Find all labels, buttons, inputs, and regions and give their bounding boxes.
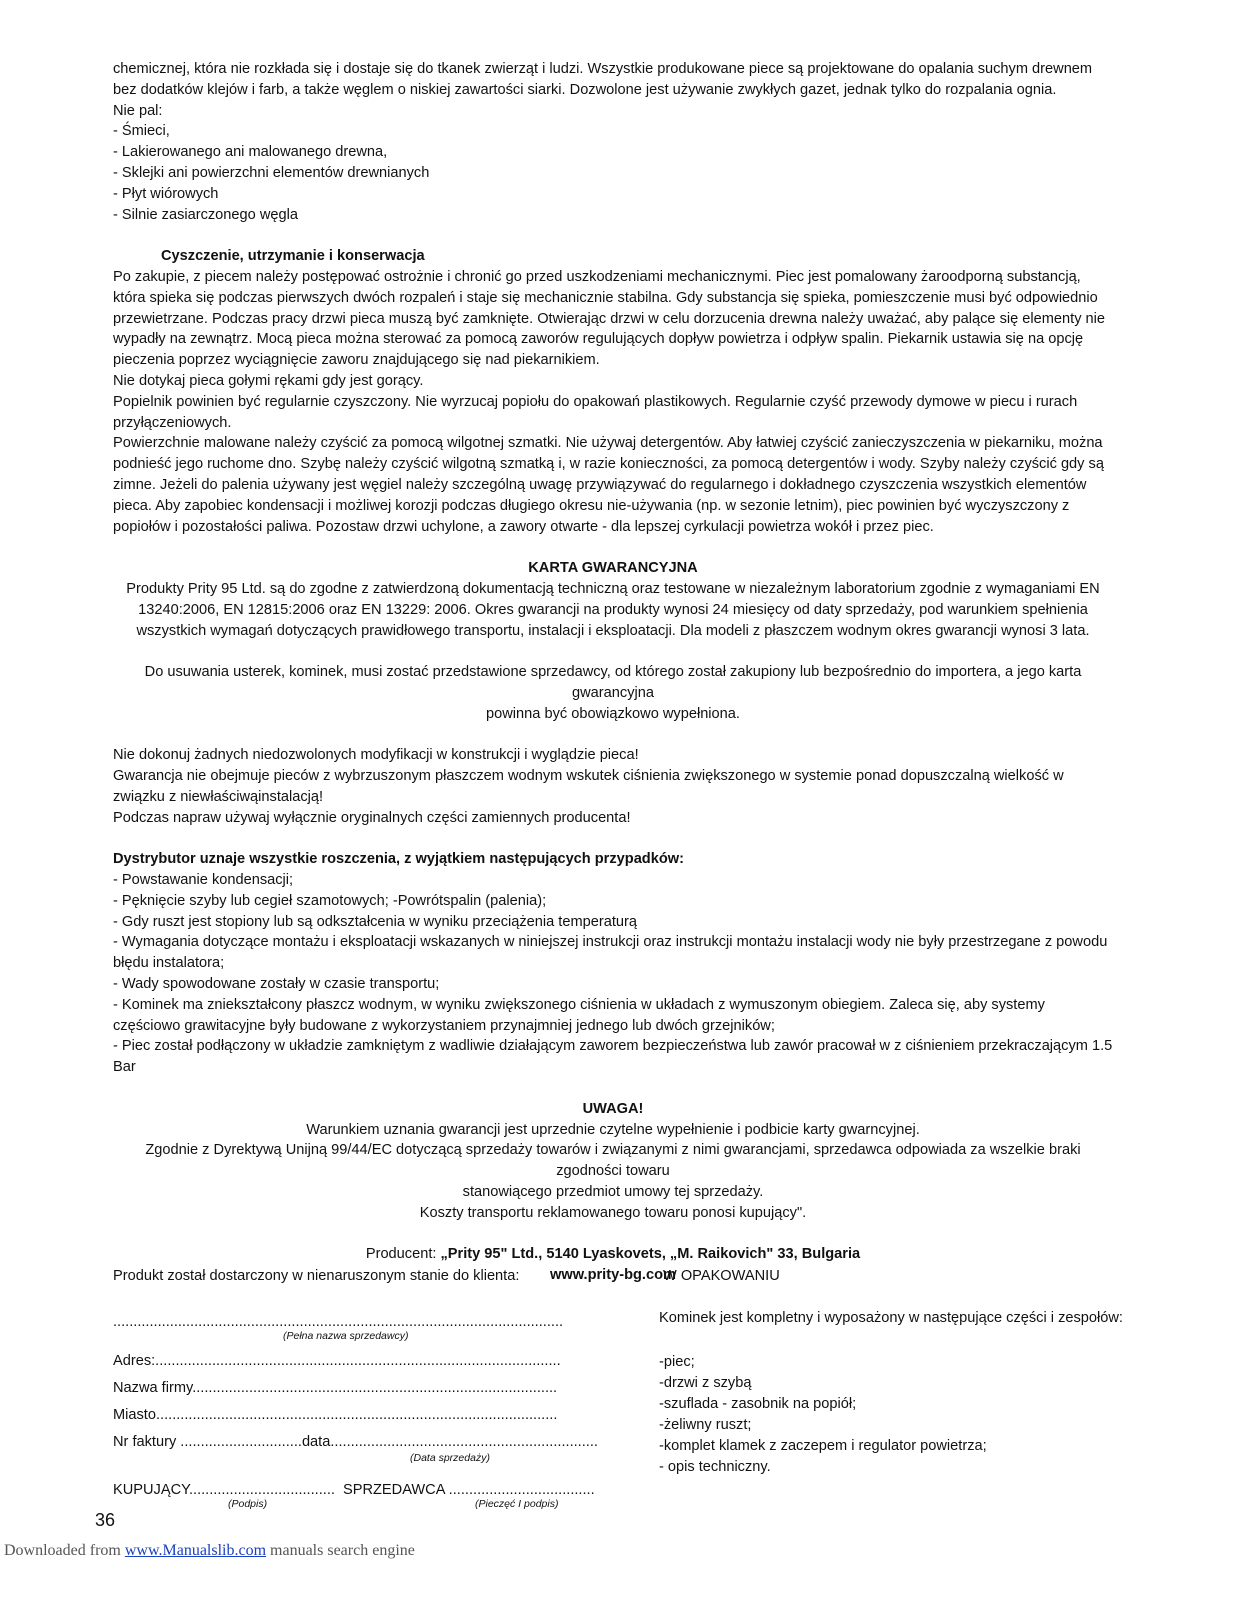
signature-caption: (Podpis) xyxy=(228,1498,268,1510)
footer-suffix: manuals search engine xyxy=(266,1542,415,1559)
list-item: -piec; xyxy=(659,1354,695,1370)
notice-line: stanowiącego przedmiot umowy tej sprzedaży. xyxy=(462,1184,764,1201)
seller-name-field[interactable]: ............................................................................................................... xyxy=(113,1314,564,1330)
city-field[interactable]: Miasto................................................................................................... xyxy=(113,1407,558,1423)
exception-item: - Gdy ruszt jest stopiony lub są odkształcenia w wyniku przeciążenia temperaturą xyxy=(113,913,637,930)
warranty-lead-line: 13240:2006, EN 12815:2006 oraz EN 13229: 2006. Okres gwarancji na produkty wynosi 24 miesięcy od daty sprzedaży, pod warunkiem spełnienia xyxy=(138,601,1088,618)
warranty-lead-line: wszystkich wymagań dotyczących prawidłowego transportu, instalacji i eksploatacji. Dla modeli z płaszczem wodnym okres gwarancji wynosi 3 lata. xyxy=(136,622,1090,639)
producer-name: „Prity 95" Ltd., 5140 Lyaskovets, „M. Raikovich" 33, Bulgaria xyxy=(440,1246,861,1263)
list-item: - Śmieci, xyxy=(113,123,170,140)
list-item: - opis techniczny. xyxy=(659,1459,771,1475)
exception-item: - Powstawanie kondensacji; xyxy=(113,872,294,889)
package-intro: Kominek jest kompletny i wyposażony w następujące części i zespołów: xyxy=(659,1310,1123,1326)
exception-item: - Piec został podłączony w układzie zamkniętym z wadliwie działającym zaworem bezpieczeństwa lub zawór pracował w z ciśnieniem przekraczającym 1.5 Bar xyxy=(113,1038,1113,1076)
date-caption: (Data sprzedaży) xyxy=(410,1452,490,1464)
warranty-note: Podczas napraw używaj wyłącznie oryginalnych części zamiennych producenta! xyxy=(113,809,631,826)
address-field[interactable]: Adres:.................................................................................................... xyxy=(113,1353,561,1369)
delivered-label: Produkt został dostarczony w nienaruszonym stanie do klienta: xyxy=(113,1268,520,1284)
seller-signature-field[interactable]: SPRZEDAWCA .................................... xyxy=(343,1482,595,1498)
list-item: -szuflada - zasobnik na popiół; xyxy=(659,1396,857,1412)
list-item: - Silnie zasiarczonego węgla xyxy=(113,206,298,223)
producer-line xyxy=(113,1244,1113,1265)
do-not-burn-label: Nie pal: xyxy=(113,102,163,119)
warranty-note: Nie dokonuj żadnych niedozwolonych modyfikacji w konstrukcji i wyglądzie pieca! xyxy=(113,747,639,764)
list-item: -żeliwny ruszt; xyxy=(659,1417,752,1433)
package-list xyxy=(659,1352,987,1478)
list-item: - Płyt wiórowych xyxy=(113,185,219,202)
exception-item: - Kominek ma zniekształcony płaszcz wodnym, w wyniku zwiększonego ciśnienia w układach z wymuszonym obiegiem. Zaleca się, aby systemy częściowo grawitacyjne były budowane z wykorzystaniem przynajmniej jednego lub dwóch grzejników; xyxy=(113,996,1045,1034)
list-item: - Lakierowanego ani malowanego drewna, xyxy=(113,144,388,161)
warranty-heading: KARTA GWARANCYJNA xyxy=(528,560,698,577)
package-heading: W OPAKOWANIU xyxy=(663,1268,780,1284)
invoice-field[interactable]: Nr faktury ..............................data.................................................................. xyxy=(113,1434,598,1450)
exception-item: - Wymagania dotyczące montażu i eksploatacji wskazanych w niniejszej instrukcji oraz instrukcji montażu instalacji wody nie były przestrzegane z powodu błędu instalatora; xyxy=(113,934,1108,972)
notice-line: Warunkiem uznania gwarancji jest uprzednie czytelne wypełnienie i podbicie karty gwarncyjnej. xyxy=(306,1121,920,1138)
producer-label: Producent: xyxy=(365,1246,441,1263)
buyer-signature-field[interactable]: KUPUJĄCY.................................... xyxy=(113,1482,335,1498)
intro-paragraph: chemicznej, która nie rozkłada się i dostaje się do tkanek zwierząt i ludzi. Wszystkie produkowane piece są projektowane do opalania suchym drewnem bez dodatków klejów i farb, a także węglem o niskiej zawartości siarki. Dozwolone jest używanie zwykłych gazet, jednak tylko do rozpalania ognia. xyxy=(113,61,1093,98)
page-number: 36 xyxy=(95,1510,116,1530)
document-body xyxy=(113,59,1113,1286)
seller-name-caption: (Pełna nazwa sprzedawcy) xyxy=(283,1330,409,1342)
warranty-note: Gwarancja nie obejmuje pieców z wybrzuszonym płaszczem wodnym wskutek ciśnienia zwiększonego w systemie ponad dopuszczalną wielkość w związku z niewłaściwąinstalacją! xyxy=(113,768,1064,805)
download-footer xyxy=(4,1542,415,1560)
exception-item: - Pęknięcie szyby lub cegieł szamotowych; -Powrótspalin (palenia); xyxy=(113,892,547,909)
cleaning-paragraph: Po zakupie, z piecem należy postępować ostrożnie i chronić go przed uszkodzeniami mechanicznymi. Piec jest pomalowany żaroodporną substancją, która spieka się podczas pierwszych dwóch rozpaleń i staje się mechanicznie stabilna. Gdy substancja się spieka, pomieszczenie musi być odpowiednio przewietrzane. Podczas pracy drzwi pieca muszą być zamknięte. Otwierając drzwi w celu dorzucenia drewna należy uważać, aby palące się elementy nie wypadły na zewnątrz. Mocą pieca można sterować za pomocą zaworów regulujących dopływ powietrza i odpływ spalin. Piekarnik ustawia się na opcję pieczenia poprzez wyciągnięcie zaworu znajdującego się nad piekarnikiem. xyxy=(113,268,1106,369)
exceptions-heading: Dystrybutor uznaje wszystkie roszczenia, z wyjątkiem następujących przypadków: xyxy=(113,851,684,868)
notice-heading: UWAGA! xyxy=(582,1100,644,1117)
manualslib-link[interactable]: www.Manualslib.com xyxy=(124,1542,267,1559)
list-item: -komplet klamek z zaczepem i regulator powietrza; xyxy=(659,1438,987,1454)
repair-line: Do usuwania usterek, kominek, musi zostać przedstawione sprzedawcy, od którego został zakupiony lub bezpośrednio do importera, a jego karta gwarancyjna xyxy=(144,664,1082,701)
notice-line: Koszty transportu reklamowanego towaru ponosi kupujący". xyxy=(419,1204,807,1221)
warranty-lead-line: Produkty Prity 95 Ltd. są do zgodne z zatwierdzoną dokumentacją techniczną oraz testowane w niezależnym laboratorium zgodnie z wymaganiami EN xyxy=(126,580,1100,597)
repair-line: powinna być obowiązkowo wypełniona. xyxy=(486,705,740,722)
footer-prefix: Downloaded from xyxy=(4,1542,125,1559)
stamp-caption: (Pieczęć I podpis) xyxy=(475,1498,559,1510)
producer-website: www.prity-bg.com xyxy=(550,1267,676,1284)
list-item: - Sklejki ani powierzchni elementów drewnianych xyxy=(113,164,430,181)
cleaning-paragraph: Powierzchnie malowane należy czyścić za pomocą wilgotnej szmatki. Nie używaj detergentów. Aby łatwiej czyścić zanieczyszczenia w piekarniku, można podnieść jego ruchome dno. Szybę należy czyścić wilgotną szmatką i, w razie konieczności, za pomocą detergentów i wody. Szyby należy czyścić gdy są zimne. Jeżeli do palenia używany jest węgiel należy szczególną uwagę przywiązywać do regularnego i dokładnego czyszczenia wszystkich elementów pieca. Aby zapobiec kondensacji i możliwej korozji podczas długiego okresu nie-używania (np. w sezonie letnim), piec powinien być wyczyszczony z popiołów i pozostałości paliwa. Pozostaw drzwi uchylone, a zawory otwarte - dla lepszej cyrkulacji powietrza wokół i przez piec. xyxy=(113,435,1104,535)
cleaning-paragraph: Nie dotykaj pieca gołymi rękami gdy jest gorący. xyxy=(113,372,424,389)
exception-item: - Wady spowodowane zostały w czasie transportu; xyxy=(113,976,440,993)
cleaning-paragraph: Popielnik powinien być regularnie czyszczony. Nie wyrzucaj popiołu do opakowań plastikowych. Regularnie czyść przewody dymowe w piecu i rurach przyłączeniowych. xyxy=(113,393,1078,431)
cleaning-heading: Cyszczenie, utrzymanie i konserwacja xyxy=(161,248,425,265)
notice-line: Zgodnie z Dyrektywą Unijną 99/44/EC dotyczącą sprzedaży towarów i związanymi z nimi gwarancjami, sprzedawca odpowiada za wszelkie braki zgodności towaru xyxy=(145,1142,1081,1180)
company-field[interactable]: Nazwa firmy.......................................................................................... xyxy=(113,1380,558,1396)
list-item: -drzwi z szybą xyxy=(659,1375,752,1391)
